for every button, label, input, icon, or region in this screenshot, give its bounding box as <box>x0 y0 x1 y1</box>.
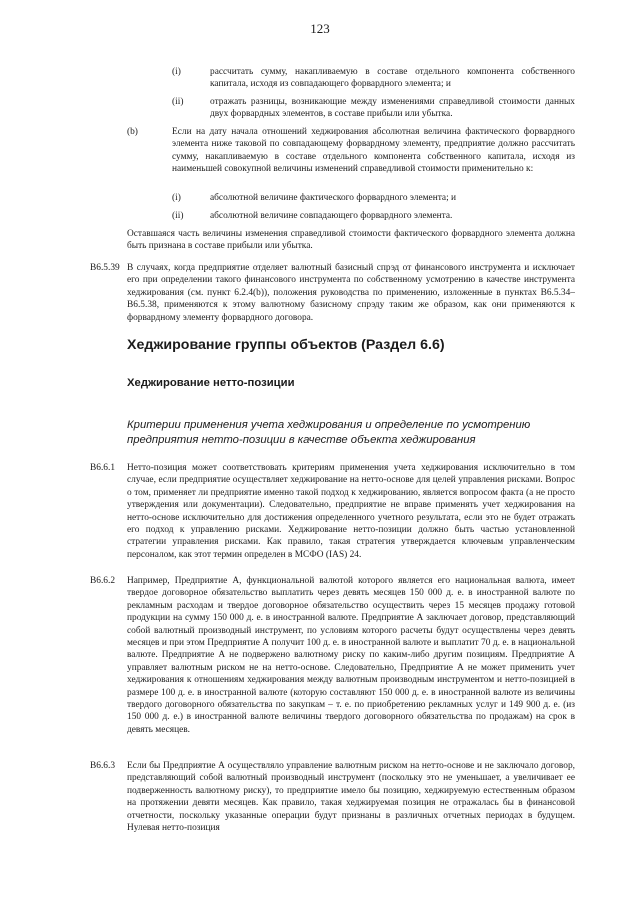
list-label-b: (b) <box>127 127 138 137</box>
section-heading: Хеджирование группы объектов (Раздел 6.6) <box>127 337 445 353</box>
paragraph-text: Например, Предприятие А, функциональной валютой которого является его национальная валюта, имеет твердое договорное обязательство выплатить через девять месяцев 150 000 д. е. в иностранной валюте по рекламным расходам и твердое договорное обязательство осуществить через 15 месяцев продажу готовой продукции на сумму 150 000 д. е. в иностранной валюте. Предприятие А заключает договор, представляющий собой валютный производный инструмент, по условиям которого расчеты будут осуществлены через девять месяцев и при этом Предприятие А получит 100 д. е. в иностранной валюте и выплатит 70 д. е. в национальной валюте. Предприятие А не подвержено валютному риску по каким-либо другим позициям. Предприятие А управляет валютным риском не на нетто-основе. Следовательно, Предприятие А не может применить учет хеджирования к отношениям хеджирования между валютным производным инструментом и нетто-позицией в размере 100 д. е. в иностранной валюте (которую составляют 150 000 д. е. в иностранной валюте из величины твердого договорного обязательства по закупкам – т. е. по приобретению рекламных услуг и 149 900 д. е. (из 150 000 д. е.) в иностранной валюте величины твердого договорного обязательства по продажам) на срок в девять месяцев. <box>127 576 575 735</box>
list-item-ii-2: абсолютной величине совпадающего форвардного элемента. <box>210 211 453 221</box>
list-label-ii-2: (ii) <box>172 211 184 221</box>
page-number: 123 <box>310 21 330 36</box>
italic-heading: Критерии применения учета хеджирования и определение по усмотрению предприятия нетто-позиции в качестве объекта хеджирования <box>127 419 531 446</box>
paragraph-label: B6.6.3 <box>90 761 116 771</box>
paragraph-label: B6.5.39 <box>90 263 120 273</box>
list-item-b: Если на дату начала отношений хеджирования абсолютная величина фактического форвардного элемента ниже таковой по совпадающему форвардному элементу, предприятие должно рассчитать сумму, накапливаемую в составе отдельного компонента собственного капитала, исходя из наименьшей совокупной величины изменений справедливой стоимости применительно к: <box>172 127 575 175</box>
list-item-i-2: абсолютной величине фактического форвардного элемента; и <box>210 193 457 203</box>
remaining-text: Оставшаяся часть величины изменения справедливой стоимости фактического форвардного элемента должна быть признана в составе прибыли или убытка. <box>127 229 575 252</box>
list-item-ii: отражать разницы, возникающие между изменениями справедливой стоимости данных двух форвардных элементов, в составе прибыли или убытка. <box>210 97 575 120</box>
paragraph-text: В случаях, когда предприятие отделяет валютный базисный спрэд от финансового инструмента и исключает его при определении такого финансового инструмента по собственному усмотрению в качестве инструмента хеджирования (см. пункт 6.2.4(b)), положения руководства по применению, изложенные в пунктах B6.5.34–B6.5.38, применяются к этому валютному базисному спрэду таким же образом, как они применяются к форвардному элементу форвардного договора. <box>127 263 575 323</box>
paragraph-label: B6.6.2 <box>90 576 116 586</box>
paragraph-text: Нетто-позиция может соответствовать критериям применения учета хеджирования исключительно в том случае, если предприятие осуществляет хеджирование на нетто-основе для целей управления рисками. Вопрос о том, применяет ли предприятие именно такой подход к хеджированию, является вопросом факта (а не просто утверждения или документации). Следовательно, предприятие не вправе применять учет хеджирования на нетто-основе исключительно для достижения определенного учетного результата, если это не будет отражать его подход к управлению рисками. Хеджирование нетто-позиции должно быть частью установленной стратегии управления рисками. Как правило, такая стратегия утверждается ключевым управленческим персоналом, как этот термин определен в МСФО (IAS) 24. <box>127 463 575 560</box>
subsection-heading: Хеджирование нетто-позиции <box>127 377 295 389</box>
list-label-i-2: (i) <box>172 193 181 203</box>
paragraph-label: B6.6.1 <box>90 463 116 473</box>
list-label-i: (i) <box>172 67 181 77</box>
list-label-ii: (ii) <box>172 97 184 107</box>
paragraph-text: Если бы Предприятие А осуществляло управление валютным риском на нетто-основе и не заключало договор, представляющий собой валютный производный инструмент (поскольку это не уменьшает, а увеличивает ее подверженность валютному риску), то предприятие имело бы позицию, хеджируемую естественным образом на протяжении девяти месяцев. Как правило, такая хеджируемая позиция не отражалась бы в финансовой отчетности, поскольку указанные операции будут признаны в различных отчетных периодах в будущем. Нулевая нетто-позиция <box>127 761 575 834</box>
list-item-i: рассчитать сумму, накапливаемую в составе отдельного компонента собственного капитала, исходя из совпадающего форвардного элемента; и <box>210 67 575 90</box>
